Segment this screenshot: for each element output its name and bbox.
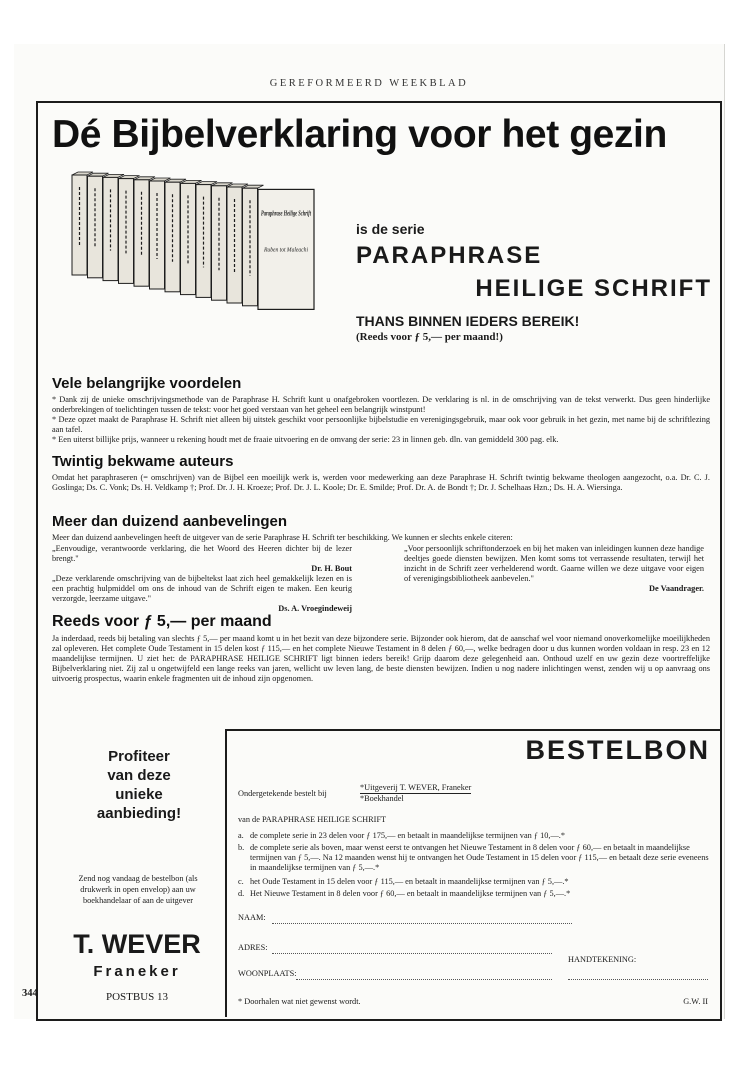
heading-voordelen: Vele belangrijke voordelen bbox=[52, 375, 242, 392]
series-title-2: HEILIGE SCHRIFT bbox=[475, 275, 712, 302]
name-label: NAAM: bbox=[238, 913, 266, 922]
book-spine bbox=[88, 176, 103, 278]
city-input[interactable] bbox=[296, 979, 552, 980]
running-head: GEREFORMEERD WEEKBLAD bbox=[269, 78, 469, 89]
auteurs-text: Omdat het paraphraseren (= omschrijven) van de Bijbel een moeilijk werk is, werden voor medewerking aan deze Paraphrase H. Schrift twintig bekwame theologen aangezocht, o.a. Dr. C. J. Goslinga; Ds. C. Vonk; Ds. H. Veldkamp †; Prof. Dr. J. H. Kroeze; Prof. Dr. J. L. Koole; Dr. E. Smilde; Prof. Dr. A. de Bondt †; Dr. J. Schelhaas Hzn.; Ds. H. A. Wiersinga. bbox=[52, 473, 710, 492]
promo-line-3: unieke bbox=[115, 786, 163, 803]
book-spine bbox=[196, 185, 211, 298]
heading-aanbevelingen: Meer dan duizend aanbevelingen bbox=[52, 513, 288, 530]
voordelen-p2: * Deze opzet maakt de Paraphrase H. Schrift niet alleen bij uitstek geschikt voor persoonlijke bijbelstudie en verenigingsgebruik, maar ook voor gebruik in het gezin, met name bij de schriftlezing aan tafel. bbox=[52, 415, 710, 434]
vendor-option-publisher[interactable]: *Uitgeverij T. WEVER, Franeker bbox=[360, 783, 472, 792]
intro-price: (Reeds voor ƒ 5,— per maand!) bbox=[356, 331, 503, 343]
publisher-name: T. WEVER bbox=[73, 929, 201, 959]
address-label: ADRES: bbox=[238, 943, 268, 952]
order-option-label: c. bbox=[238, 877, 244, 886]
order-intro: Ondergetekende bestelt bij bbox=[238, 789, 327, 798]
advertisement bbox=[36, 101, 722, 1021]
promo-line-4: aanbieding! bbox=[96, 805, 182, 822]
form-code: G.W. II bbox=[683, 997, 708, 1006]
coupon-divider-vertical bbox=[225, 729, 227, 1017]
quote-vroegindeweij-signature: Ds. A. Vroegindeweij bbox=[278, 604, 352, 613]
quote-vaandrager: „Voor persoonlijk schriftonderzoek en bij het maken van inleidingen kunnen deze handige deeltjes goede diensten bewijzen. Men komt soms tot verrassende resultaten, terwijl het inzicht in de Schrift zeer verhelderend wordt. Gaarne willen we deze uitgave voor eigen of verenigingsbibliotheek aanbevelen." bbox=[404, 544, 704, 583]
publisher-postbus: POSTBUS 13 bbox=[105, 991, 169, 1003]
promo-line-2: van deze bbox=[107, 767, 171, 784]
heading-prijs: Reeds voor ƒ 5,— per maand bbox=[52, 613, 272, 630]
address-input[interactable] bbox=[272, 953, 552, 954]
signature-label: HANDTEKENING: bbox=[568, 955, 637, 964]
order-option-a[interactable] bbox=[238, 831, 712, 841]
order-option-b[interactable] bbox=[238, 843, 712, 873]
page bbox=[14, 44, 724, 1019]
quote-bout: „Eenvoudige, verantwoorde verklaring, die het Woord des Heeren dichter bij de lezer brengt." bbox=[52, 544, 352, 563]
prijs-text: Ja inderdaad, reeds bij betaling van slechts ƒ 5,— per maand komt u in het bezit van deze bijzondere serie. Bijzonder ook hierom, dat de aanschaf wel voor niemand onoverkomelijke moeilijkheden zal opleveren. Het complete Oude Testament in 15 delen kost ƒ 115,— en het complete Nieuwe Testament in 8 delen ƒ 60,—, welke bedragen door u dus kunnen worden voldaan in resp. 23 en 12 maandelijkse termijnen. U ziet het: de PARAPHRASE HEILIGE SCHRIFT ligt binnen ieders bereik! Grijp daarom deze gelegenheid aan. Onthoud uzelf en uw gezin deze voortreffelijke Bijbelverklaring niet. Zij zal u ongetwijfeld een lange reeks van jaren, wellicht uw leven lang, de beste diensten bewijzen. Indien u nog nadere inlichtingen wenst, zenden wij u op aanvraag ons uitvoerig prospectus, waarin enkele fragmenten uit de inhoud zijn opgenomen. bbox=[52, 634, 710, 683]
series-title-1: PARAPHRASE bbox=[356, 242, 543, 269]
order-option-label: a. bbox=[238, 831, 244, 840]
order-form-title: BESTELBON bbox=[525, 735, 710, 765]
city-label: WOONPLAATS: bbox=[238, 969, 297, 978]
order-vendor-options bbox=[360, 783, 471, 804]
order-option-c[interactable] bbox=[238, 877, 712, 887]
form-footnote: * Doorhalen wat niet gewenst wordt. bbox=[238, 997, 361, 1006]
order-option-text: Het Nieuwe Testament in 8 delen voor ƒ 60,— en betaalt in maandelijkse termijnen van ƒ 5,—.* bbox=[250, 889, 571, 898]
quote-bout-signature: Dr. H. Bout bbox=[311, 564, 352, 573]
signature-input[interactable] bbox=[568, 979, 708, 980]
intro-slogan: THANS BINNEN IEDERS BEREIK! bbox=[356, 313, 580, 329]
quotes-left bbox=[52, 544, 352, 614]
aanbevelingen-intro: Meer dan duizend aanbevelingen heeft de uitgever van de serie Paraphrase H. Schrift ter beschikking. We kunnen er slechts enkele citeren: bbox=[52, 533, 513, 542]
book-spine bbox=[103, 177, 118, 280]
heading-auteurs: Twintig bekwame auteurs bbox=[52, 453, 234, 470]
order-product: van de PARAPHRASE HEILIGE SCHRIFT bbox=[238, 815, 387, 824]
book-cover-subtitle: Ruben tot Maleachi bbox=[263, 247, 309, 254]
quote-vroegindeweij: „Deze verklarende omschrijving van de bijbeltekst laat zich heel gemakkelijk lezen en is een prachtig hulpmiddel om ons de inhoud van de Schrift eigen te maken. Een keurig verzorgde, leerzame uitgave." bbox=[52, 574, 352, 603]
order-option-label: b. bbox=[238, 843, 245, 852]
headline: Dé Bijbelverklaring voor het gezin bbox=[52, 113, 667, 156]
publisher-city: Franeker bbox=[93, 963, 181, 980]
order-option-text: de complete serie in 23 delen voor ƒ 175,— en betaalt in maandelijkse termijnen van ƒ 10,—.* bbox=[250, 831, 565, 840]
voordelen-p1: * Dank zij de unieke omschrijvingsmethode van de Paraphrase H. Schrift kunt u onafgebroken voortlezen. De verklaring is nl. in de omschrijving van de tekst verwerkt. Dus geen hinderlijke onderbrekingen of toelichtingen tussen de tekst: voor het goed verstaan van het geheel een belangrijk winstpunt! bbox=[52, 395, 710, 414]
vendor-option-bookshop[interactable]: *Boekhandel bbox=[360, 794, 404, 803]
quote-vaandrager-signature: De Vaandrager. bbox=[648, 584, 704, 593]
quotes-right bbox=[404, 544, 704, 594]
send-instructions: Zend nog vandaag de bestelbon (als drukwerk in open envelop) aan uw boekhandelaar of aan de uitgever bbox=[78, 874, 198, 905]
book-cover-title: Paraphrase Heilige Schrift bbox=[261, 209, 312, 218]
coupon-divider-horizontal bbox=[225, 729, 720, 731]
page-number: 344 bbox=[22, 988, 38, 999]
voordelen-p3: * Een uiterst billijke prijs, wanneer u rekening houdt met de fraaie uitvoering en de omvang der serie: 23 in linnen geb. dln. van gemiddeld 300 pag. elk. bbox=[52, 435, 559, 444]
order-option-label: d. bbox=[238, 889, 245, 898]
order-option-text: de complete serie als boven, maar wenst eerst te ontvangen het Nieuwe Testament in 8 delen voor ƒ 60,— en betaalt in maandelijkse termijnen van ƒ 5,—. Na 12 maanden wenst hij te ontvangen het Oude Testament in 15 delen voor ƒ 115,— en betaalt deze serie eveneens in maandelijkse termijnen van ƒ 5,—.* bbox=[250, 843, 709, 872]
order-option-text: het Oude Testament in 15 delen voor ƒ 115,— en betaalt in maandelijkse termijnen van ƒ 5,—.* bbox=[250, 877, 569, 886]
voordelen-text bbox=[52, 395, 710, 445]
promo-line-1: Profiteer bbox=[108, 748, 170, 765]
book-series-illustration bbox=[70, 173, 330, 333]
intro-line-1: is de serie bbox=[356, 221, 425, 237]
order-option-d[interactable] bbox=[238, 889, 712, 899]
name-input[interactable] bbox=[272, 923, 572, 924]
promo-callout bbox=[74, 747, 204, 823]
book-spine bbox=[181, 183, 196, 294]
